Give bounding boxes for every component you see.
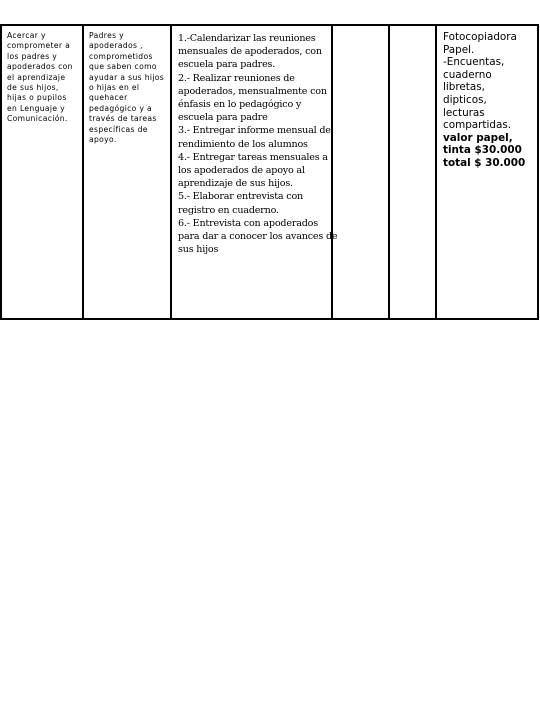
text-line: en Lenguaje y [7, 103, 66, 113]
text-line: comprometer a [7, 41, 71, 51]
text-line: sus hijos [178, 244, 219, 256]
text-line: escuela para padres. [178, 59, 276, 71]
text-line: cuaderno [443, 68, 492, 81]
objective-cell [2, 26, 84, 318]
text-line: 3.- Entregar informe mensual de [178, 125, 331, 137]
text-line: aprendizaje de sus hijos. [178, 178, 293, 190]
text-line: Fotocopiadora [443, 31, 517, 43]
activity-table [0, 24, 539, 320]
text-line: 2.- Realizar reuniones de [178, 72, 295, 84]
text-line: mensuales de apoderados, con [178, 46, 322, 58]
text-line: pedagógico y a [89, 103, 153, 113]
text-line: 5.- Elaborar entrevista con [178, 191, 304, 203]
text-line: compartidas. [443, 119, 512, 132]
text-line: los apoderados de apoyo al [178, 165, 305, 177]
text-line: apoyo. [89, 135, 117, 145]
text-line: 6.- Entrevista con apoderados [178, 217, 318, 229]
text-line: -Encuentas, [443, 56, 505, 69]
text-line: o hijas en el [89, 83, 140, 93]
total-line: total $ 30.000 [443, 156, 526, 169]
text-line: 4.- Entregar tareas mensuales a [178, 151, 328, 163]
resources-cell [437, 26, 539, 318]
cost-line: tinta $30.000 [443, 144, 522, 157]
actions-cell [172, 26, 338, 318]
text-line: escuela para padre [178, 112, 268, 124]
cost-line: valor papel, [443, 131, 513, 144]
actions-text [178, 32, 338, 256]
text-line: apoderados , [89, 41, 143, 51]
text-line: través de tareas [89, 114, 157, 124]
text-line: Papel. [443, 43, 475, 56]
text-line: que saben como [89, 62, 157, 72]
expected-result-cell [84, 26, 172, 318]
text-line: Padres y [89, 31, 125, 40]
text-line: hijas o pupilos [7, 93, 67, 103]
expected-result-text [89, 31, 166, 145]
empty-cell [390, 26, 437, 318]
text-line: lecturas [443, 106, 485, 119]
text-line: para dar a conocer los avances de [178, 231, 338, 243]
text-line: comprometidos [89, 51, 153, 61]
text-line: quehacer [89, 93, 128, 103]
text-line: 1.-Calendarizar las reuniones [178, 33, 316, 44]
text-line: libretas, [443, 81, 485, 94]
empty-cell [333, 26, 390, 318]
text-line: apoderados, mensualmente con [178, 85, 327, 97]
text-line: de sus hijos, [7, 83, 59, 93]
text-line: rendimiento de los alumnos [178, 138, 308, 150]
text-line: el aprendizaje [7, 72, 66, 82]
text-line: dipticos, [443, 93, 487, 106]
text-line: énfasis en lo pedagógico y [178, 99, 302, 111]
text-line: los padres y [7, 51, 58, 61]
text-line: ayudar a sus hijos [89, 72, 165, 82]
text-line: Comunicación. [7, 114, 68, 124]
text-line: específicas de [89, 124, 148, 134]
resources-text [443, 31, 535, 170]
text-line: apoderados con [7, 62, 73, 72]
text-line: Acercar y [7, 31, 46, 40]
text-line: registro en cuaderno. [178, 204, 279, 216]
objective-text [7, 31, 78, 125]
